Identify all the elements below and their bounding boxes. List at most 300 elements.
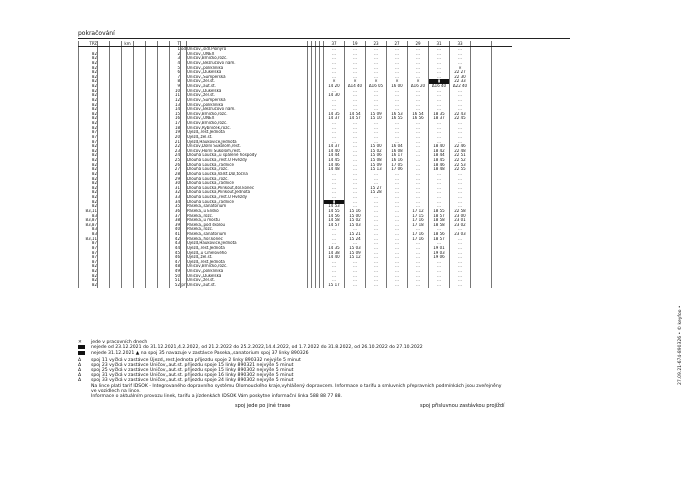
stop-number: 37 bbox=[170, 214, 181, 219]
stop-name: Dlouhá Loučka,,rest.U Hvězdy bbox=[187, 158, 308, 163]
tpz-cell: 87 bbox=[79, 260, 98, 265]
time-cell: 15 21 bbox=[345, 232, 366, 237]
time-cell: … bbox=[429, 181, 450, 186]
time-cell: 14 54 bbox=[345, 112, 366, 117]
time-cell: 18 40 bbox=[429, 144, 450, 149]
stop-number: 42 bbox=[170, 237, 181, 242]
time-cell: … bbox=[345, 163, 366, 168]
time-cell bbox=[471, 283, 492, 288]
stop-name: Uničov,Dolní Sukolom,rest. bbox=[187, 144, 308, 149]
stop-name: Dlouhá Loučka,Valšt.Důl,točna bbox=[187, 172, 308, 177]
time-cell: 15 17 bbox=[324, 283, 345, 288]
legend-item bbox=[78, 384, 558, 389]
time-cell: 15 09 bbox=[366, 112, 387, 117]
time-cell: … bbox=[387, 283, 408, 288]
col-service-19: 19 bbox=[345, 41, 366, 47]
stop-name: Uničov,,žel.st. bbox=[187, 93, 308, 98]
time-cell: × bbox=[450, 66, 471, 71]
document-code: 27.09.21-674-890326 • © keyfoo • bbox=[678, 305, 683, 385]
time-cell: … bbox=[429, 47, 450, 52]
legend-text: Na lince platí tarif IDSOK - Integrovaného dopravního systému Olomouckého kraje,vyhlášený dopravcem. Informace o tarifu a smluvních přepravních podmínkách jsou zveřejněny bbox=[91, 383, 502, 389]
time-cell: … bbox=[450, 274, 471, 279]
time-cell: 17 16 bbox=[408, 232, 429, 237]
stop-number: 38 bbox=[170, 218, 181, 223]
tpz-cell: 82 bbox=[79, 274, 98, 279]
time-cell: … bbox=[408, 255, 429, 260]
time-cell: … bbox=[408, 89, 429, 94]
time-cell: … bbox=[366, 278, 387, 283]
time-cell: 23 02 bbox=[450, 223, 471, 228]
time-cell: … bbox=[408, 172, 429, 177]
time-cell: ▮ bbox=[429, 79, 450, 84]
stop-number: 33 bbox=[170, 195, 181, 200]
time-cell: … bbox=[429, 93, 450, 98]
time-cell: … bbox=[345, 186, 366, 191]
tpz-cell: 82 bbox=[79, 112, 98, 117]
time-cell: … bbox=[366, 130, 387, 135]
time-cell: … bbox=[408, 264, 429, 269]
stop-number: 24 bbox=[170, 153, 181, 158]
tpz-cell: 82 bbox=[79, 269, 98, 274]
stop-name: Újezd,Haukovice,Jednota bbox=[187, 140, 308, 145]
time-cell: … bbox=[345, 107, 366, 112]
time-cell: … bbox=[366, 260, 387, 265]
tpz-cell: 83 bbox=[79, 232, 98, 237]
stop-name: Dlouhá Loučka,,rozc. bbox=[187, 167, 308, 172]
stop-number: 2 bbox=[170, 52, 181, 57]
time-cell: … bbox=[324, 186, 345, 191]
legend-text: spoj 11 vyčká v zastávce Újezd,,rest.Jednota příjezdu spoje 2 linky 890332 nejvýše 5 minut bbox=[91, 357, 301, 363]
time-cell: … bbox=[324, 126, 345, 131]
time-cell: … bbox=[366, 218, 387, 223]
time-cell: … bbox=[387, 135, 408, 140]
time-cell: … bbox=[387, 126, 408, 131]
stop-number: 19 bbox=[170, 130, 181, 135]
time-cell: … bbox=[450, 190, 471, 195]
tpz-cell: 82 bbox=[79, 121, 98, 126]
tpz-cell: 82 bbox=[79, 163, 98, 168]
time-cell: 17 05 bbox=[387, 163, 408, 168]
legend-symbol: Δ bbox=[78, 378, 82, 384]
time-cell: … bbox=[387, 255, 408, 260]
footer-pass-through: spoj přisluvnou zastávkou projíždí bbox=[420, 403, 505, 409]
stop-number: 31 bbox=[170, 186, 181, 191]
time-cell: … bbox=[387, 278, 408, 283]
time-cell: … bbox=[387, 227, 408, 232]
time-cell: … bbox=[387, 251, 408, 256]
time-cell: ▮ bbox=[324, 200, 345, 205]
time-cell: … bbox=[408, 186, 429, 191]
time-cell: … bbox=[429, 195, 450, 200]
stop-name: Paseka,,pod školou bbox=[187, 223, 308, 228]
time-cell: … bbox=[387, 47, 408, 52]
time-cell: … bbox=[345, 195, 366, 200]
legend-text: spoj 33 vyčká v zastávce Uničov,,aut.st. příjezdu spoje 24 linky 890302 nejvýše 5 minut bbox=[91, 378, 294, 384]
time-cell: … bbox=[366, 177, 387, 182]
time-cell: … bbox=[345, 158, 366, 163]
time-cell: 14 45 bbox=[324, 158, 345, 163]
time-cell: … bbox=[324, 47, 345, 52]
col-service-27: 27 bbox=[387, 41, 408, 47]
tpz-cell: 87 bbox=[79, 241, 98, 246]
stop-number: 7 bbox=[170, 75, 181, 80]
time-cell: … bbox=[408, 149, 429, 154]
stop-name: Uničov,Brníčko,rozc. bbox=[187, 56, 308, 61]
tpz-cell: 82 bbox=[79, 52, 98, 57]
legend-symbol: ✕ bbox=[78, 340, 82, 345]
tpz-cell: 83 bbox=[79, 214, 98, 219]
time-cell: 16 55 bbox=[387, 116, 408, 121]
time-cell: 16 54 bbox=[408, 112, 429, 117]
time-cell: … bbox=[345, 264, 366, 269]
time-cell: … bbox=[429, 121, 450, 126]
legend-text: nejede od 23.12.2021 do 31.12.2021,4.2.2022, od 21.2.2022 do 25.2.2022,14.4.2022, od 1.7.2022 do 31.8.2022, od 26.10.2022 do 27.10.2022 bbox=[91, 345, 423, 351]
time-cell: … bbox=[450, 181, 471, 186]
stop-number: 1 bbox=[170, 47, 181, 52]
time-cell: … bbox=[450, 47, 471, 52]
time-cell: … bbox=[345, 241, 366, 246]
tpz-cell: 83,87 bbox=[79, 218, 98, 223]
stop-name: Uničov,,Bezručovo nám. bbox=[187, 61, 308, 66]
time-cell: 17 06 bbox=[387, 167, 408, 172]
time-cell: Δ22 40 bbox=[450, 84, 471, 89]
stop-name: Uničov,Brníčko,rozc. bbox=[187, 121, 308, 126]
stop-name: Uničov,,žel.st. bbox=[187, 278, 308, 283]
time-cell: 18 44 bbox=[429, 153, 450, 158]
stop-number: 17 bbox=[170, 121, 181, 126]
stop-number: 3 bbox=[170, 56, 181, 61]
stop-name: Uničov,Rybníček,rozc. bbox=[187, 126, 308, 131]
stop-name: Uničov,,žel.st. bbox=[187, 79, 308, 84]
time-cell: … bbox=[345, 93, 366, 98]
time-cell: 16 00 bbox=[387, 84, 408, 89]
time-cell: … bbox=[387, 195, 408, 200]
time-cell: … bbox=[408, 181, 429, 186]
stop-number: 30 bbox=[170, 181, 181, 186]
time-cell: … bbox=[429, 126, 450, 131]
time-cell: 15 03 bbox=[345, 246, 366, 251]
time-cell: 23 01 bbox=[450, 218, 471, 223]
tpz-cell: 82 bbox=[79, 177, 98, 182]
tpz-cell: 83,11 bbox=[79, 237, 98, 242]
time-cell: 18 58 bbox=[429, 218, 450, 223]
km-cell bbox=[98, 283, 110, 288]
tpz-cell: 82 bbox=[79, 195, 98, 200]
stop-number: 14 bbox=[170, 107, 181, 112]
time-cell: 17 18 bbox=[408, 223, 429, 228]
time-cell: … bbox=[345, 200, 366, 205]
time-cell: 22 33 bbox=[450, 79, 471, 84]
time-cell: … bbox=[366, 61, 387, 66]
time-cell: … bbox=[387, 130, 408, 135]
time-cell: 22 48 bbox=[450, 149, 471, 154]
time-cell: … bbox=[429, 130, 450, 135]
time-cell: 18 58 bbox=[429, 223, 450, 228]
stop-name: Paseka,,u mostu bbox=[187, 218, 308, 223]
stop-number: 49 bbox=[170, 269, 181, 274]
time-cell: 18 56 bbox=[429, 232, 450, 237]
tpz-cell: 82 bbox=[79, 98, 98, 103]
time-cell: 18 37 bbox=[429, 116, 450, 121]
stop-number: 4 bbox=[170, 61, 181, 66]
time-cell: … bbox=[324, 195, 345, 200]
legend-symbol: Δ bbox=[78, 362, 82, 368]
stop-number: 6 bbox=[170, 70, 181, 75]
time-cell: … bbox=[387, 246, 408, 251]
time-cell: … bbox=[408, 93, 429, 98]
time-cell: … bbox=[450, 269, 471, 274]
time-cell: … bbox=[387, 209, 408, 214]
time-cell: … bbox=[366, 214, 387, 219]
time-cell: … bbox=[366, 223, 387, 228]
time-cell: … bbox=[408, 251, 429, 256]
time-cell: … bbox=[345, 149, 366, 154]
time-cell: … bbox=[450, 103, 471, 108]
time-cell: … bbox=[387, 66, 408, 71]
time-cell: … bbox=[387, 264, 408, 269]
km-cell bbox=[122, 283, 134, 288]
time-cell: 15 10 bbox=[366, 116, 387, 121]
continuation-label: pokračování bbox=[78, 30, 115, 37]
stop-name: Paseka,,rozc. bbox=[187, 214, 308, 219]
time-cell: … bbox=[408, 278, 429, 283]
tpz-cell: 82 bbox=[79, 116, 98, 121]
tpz-cell: 82 bbox=[79, 107, 98, 112]
col-service-37: 37 bbox=[324, 41, 345, 47]
time-cell: 16 56 bbox=[408, 116, 429, 121]
time-cell: … bbox=[345, 98, 366, 103]
stop-number: 18 bbox=[170, 126, 181, 131]
time-cell: … bbox=[387, 56, 408, 61]
time-cell: 22 53 bbox=[450, 163, 471, 168]
time-cell: 14 30 bbox=[324, 93, 345, 98]
stop-number: 10 bbox=[170, 89, 181, 94]
time-cell: … bbox=[345, 278, 366, 283]
tpz-cell: 82 bbox=[79, 84, 98, 89]
time-cell: … bbox=[345, 177, 366, 182]
time-cell: … bbox=[387, 121, 408, 126]
stop-name: Dlouhá Loučka,Plinkout,Jednota bbox=[187, 190, 308, 195]
tpz-cell: 82 bbox=[79, 153, 98, 158]
time-cell: … bbox=[324, 278, 345, 283]
time-cell: 14 35 bbox=[324, 246, 345, 251]
time-cell: … bbox=[324, 135, 345, 140]
time-cell: … bbox=[408, 130, 429, 135]
time-cell: … bbox=[366, 255, 387, 260]
time-cell: … bbox=[345, 227, 366, 232]
time-cell: … bbox=[429, 278, 450, 283]
time-cell: … bbox=[387, 200, 408, 205]
time-cell: … bbox=[387, 186, 408, 191]
time-cell: … bbox=[324, 269, 345, 274]
time-cell: … bbox=[345, 89, 366, 94]
time-cell: … bbox=[345, 144, 366, 149]
time-cell: … bbox=[408, 246, 429, 251]
time-cell: … bbox=[450, 204, 471, 209]
time-cell: … bbox=[408, 66, 429, 71]
time-cell: … bbox=[408, 227, 429, 232]
time-cell: … bbox=[324, 241, 345, 246]
time-cell: … bbox=[366, 237, 387, 242]
time-cell: 15 28 bbox=[366, 190, 387, 195]
col-km: km bbox=[122, 41, 134, 47]
time-cell: … bbox=[408, 200, 429, 205]
time-cell: 22 46 bbox=[450, 144, 471, 149]
stop-number: 13 bbox=[170, 103, 181, 108]
time-cell: … bbox=[324, 140, 345, 145]
legend-symbol: Δ bbox=[78, 373, 82, 379]
tpz-cell: 82 bbox=[79, 103, 98, 108]
stop-number: 8 bbox=[170, 79, 181, 84]
time-cell: … bbox=[324, 103, 345, 108]
time-cell: … bbox=[408, 241, 429, 246]
time-cell: … bbox=[429, 98, 450, 103]
stop-number: 22 bbox=[170, 144, 181, 149]
time-cell: × bbox=[345, 79, 366, 84]
time-cell: × bbox=[387, 79, 408, 84]
time-cell: … bbox=[429, 135, 450, 140]
stop-number: 46 bbox=[170, 255, 181, 260]
time-cell: … bbox=[366, 172, 387, 177]
time-cell: … bbox=[429, 140, 450, 145]
stop-name: Uničov,,Dukelská bbox=[187, 89, 308, 94]
time-cell: 18 46 bbox=[429, 163, 450, 168]
time-cell: 14 20 bbox=[324, 84, 345, 89]
tpz-cell: 87 bbox=[79, 140, 98, 145]
time-cell: … bbox=[366, 283, 387, 288]
time-cell: … bbox=[387, 172, 408, 177]
tpz-cell: 82 bbox=[79, 190, 98, 195]
time-cell: … bbox=[408, 126, 429, 131]
time-cell: … bbox=[450, 251, 471, 256]
time-cell: … bbox=[429, 227, 450, 232]
time-cell: Δ16 40 bbox=[429, 84, 450, 89]
time-cell: 14 35 bbox=[324, 112, 345, 117]
time-cell: 18 35 bbox=[429, 112, 450, 117]
time-cell: … bbox=[366, 66, 387, 71]
time-cell: … bbox=[429, 190, 450, 195]
stop-name: Uničov,Brníčko,rozc. bbox=[187, 112, 308, 117]
time-cell: … bbox=[345, 140, 366, 145]
stop-number: 27 bbox=[170, 167, 181, 172]
time-cell: … bbox=[450, 283, 471, 288]
time-cell: … bbox=[366, 204, 387, 209]
stop-name: Újezd,,u Cihelového bbox=[187, 251, 308, 256]
time-cell: … bbox=[345, 103, 366, 108]
time-cell: … bbox=[345, 135, 366, 140]
time-cell: … bbox=[387, 75, 408, 80]
time-cell: … bbox=[345, 190, 366, 195]
time-cell: … bbox=[408, 103, 429, 108]
time-cell: … bbox=[408, 144, 429, 149]
time-cell: … bbox=[324, 274, 345, 279]
stop-name: Uničov,,Dukelská bbox=[187, 70, 308, 75]
time-cell: … bbox=[450, 121, 471, 126]
time-cell: … bbox=[387, 177, 408, 182]
time-cell: … bbox=[429, 107, 450, 112]
time-cell: … bbox=[450, 278, 471, 283]
time-cell: … bbox=[429, 177, 450, 182]
time-cell: … bbox=[429, 260, 450, 265]
time-cell: 18 48 bbox=[429, 167, 450, 172]
stop-number: 43 bbox=[170, 241, 181, 246]
stop-number: 51 bbox=[170, 278, 181, 283]
time-cell: 16 08 bbox=[387, 149, 408, 154]
stop-number: 48 bbox=[170, 264, 181, 269]
stop-name: Paseka,,sanatorium bbox=[187, 204, 308, 209]
time-cell: … bbox=[324, 89, 345, 94]
time-cell: … bbox=[324, 232, 345, 237]
time-cell: … bbox=[408, 163, 429, 168]
time-cell: … bbox=[408, 61, 429, 66]
time-cell: … bbox=[408, 52, 429, 57]
stop-number: 29 bbox=[170, 177, 181, 182]
time-cell: … bbox=[429, 61, 450, 66]
stop-number: 9 bbox=[170, 84, 181, 89]
time-cell: … bbox=[450, 227, 471, 232]
time-cell: 22 55 bbox=[450, 167, 471, 172]
time-cell: … bbox=[450, 93, 471, 98]
legend-item bbox=[78, 394, 558, 399]
time-cell: 22 27 bbox=[450, 70, 471, 75]
time-cell: 18 55 bbox=[429, 209, 450, 214]
time-cell: … bbox=[366, 107, 387, 112]
time-cell: 15 09 bbox=[366, 163, 387, 168]
time-cell: 14 46 bbox=[324, 163, 345, 168]
tpz-cell: 82 bbox=[79, 200, 98, 205]
stop-name: Uničov,,Šumperská bbox=[187, 75, 308, 80]
stop-name: Újezd,,rest.Jednota bbox=[187, 246, 308, 251]
tpz-cell: 82 bbox=[79, 61, 98, 66]
stop-name: Dlouhá Loučka,,radnice bbox=[187, 181, 308, 186]
timetable-row bbox=[79, 283, 513, 288]
time-cell: 15 03 bbox=[345, 223, 366, 228]
stop-number: 21 bbox=[170, 140, 181, 145]
time-cell: … bbox=[345, 56, 366, 61]
time-cell: … bbox=[450, 264, 471, 269]
tpz-cell: 87 bbox=[79, 135, 98, 140]
stop-note: př bbox=[181, 282, 186, 287]
time-cell: 19 06 bbox=[429, 255, 450, 260]
stop-number: 52 bbox=[170, 283, 181, 288]
km-cell bbox=[146, 283, 158, 288]
stop-number: 23 bbox=[170, 149, 181, 154]
time-cell: 14 53 bbox=[324, 204, 345, 209]
stop-name: Paseka,,hor.konec bbox=[187, 237, 308, 242]
time-cell: 22 52 bbox=[450, 158, 471, 163]
time-cell: … bbox=[345, 283, 366, 288]
time-cell: … bbox=[324, 181, 345, 186]
time-cell: … bbox=[366, 52, 387, 57]
time-cell: … bbox=[408, 153, 429, 158]
time-cell: … bbox=[324, 56, 345, 61]
time-cell: … bbox=[324, 177, 345, 182]
stop-number: 34 bbox=[170, 200, 181, 205]
tpz-cell: 87 bbox=[79, 130, 98, 135]
time-cell: … bbox=[324, 227, 345, 232]
time-cell: … bbox=[387, 237, 408, 242]
time-cell: … bbox=[387, 269, 408, 274]
tpz-cell: 82 bbox=[79, 56, 98, 61]
time-cell: … bbox=[450, 177, 471, 182]
time-cell: … bbox=[387, 89, 408, 94]
tpz-cell: 82 bbox=[79, 75, 98, 80]
time-cell: … bbox=[387, 181, 408, 186]
time-cell: … bbox=[429, 264, 450, 269]
time-cell: 15 16 bbox=[345, 209, 366, 214]
time-cell: … bbox=[450, 195, 471, 200]
time-cell: … bbox=[324, 260, 345, 265]
